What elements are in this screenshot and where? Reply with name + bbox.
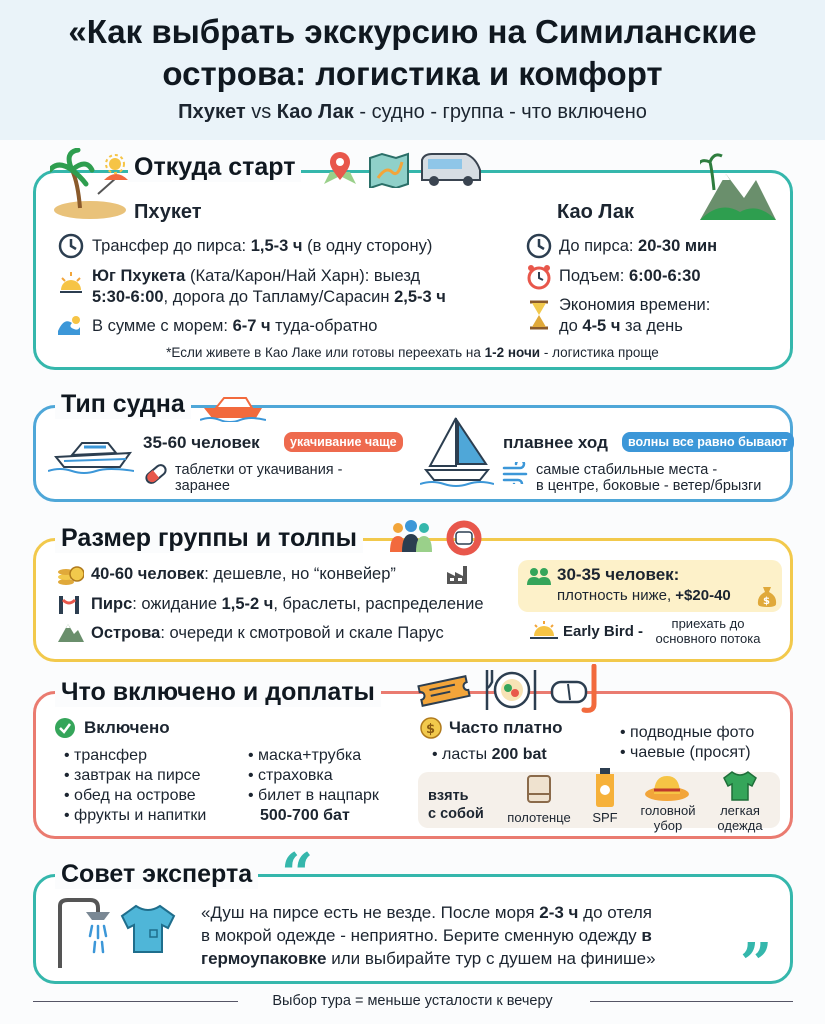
island-rock-icon	[56, 620, 84, 644]
open-quote-icon: “	[281, 841, 314, 907]
group-pier-row: Пирс: ожидание 1,5-2 ч, браслеты, распределение	[91, 595, 484, 613]
stable-seats-note-2: в центре, боковые - ветер/брызги	[536, 478, 762, 494]
list-item: • обед на острове	[64, 787, 196, 804]
footer-text: Выбор тура = меньше усталости к вечеру	[272, 993, 553, 1009]
start-footnote: *Если живете в Као Лаке или готовы переехать на 1-2 ночи - логистика проще	[166, 345, 659, 360]
list-item: • фрукты и напитки	[64, 807, 207, 824]
included-list-2	[248, 746, 379, 826]
group-islands-row: Острова: очереди к смотровой и скале Парус	[91, 624, 444, 642]
group-big-row: 40-60 человек: дешевле, но “конвейер”	[91, 565, 396, 583]
paid-title: Часто платно	[449, 718, 563, 737]
map-pin-icon	[320, 150, 360, 190]
wave-icon	[56, 313, 82, 339]
list-item: • подводные фото	[620, 724, 755, 741]
khaolak-saving-label: Экономия времени:	[559, 296, 711, 314]
alarm-clock-icon	[526, 264, 552, 290]
snorkel-mask-icon	[548, 664, 604, 714]
crowd-icon	[388, 518, 434, 554]
waves-badge: волны все равно бывают	[622, 432, 794, 452]
list-item: • трансфер	[64, 747, 147, 764]
sun-hat-icon	[644, 772, 690, 802]
khaolak-pier-row: До пирса: 20-30 мин	[559, 237, 718, 255]
hourglass-icon	[526, 300, 552, 330]
small-group-detail: плотность ниже, +$20-40	[557, 587, 731, 604]
boat-left-capacity: 35-60 человек	[143, 433, 260, 452]
group-section-title: Размер группы и толпы	[55, 524, 363, 553]
phuket-road-row: 5:30-6:00, дорога до Тапламу/Сарасин 2,5-3 ч	[92, 288, 446, 306]
speedboat-icon	[200, 386, 266, 422]
tip-quote: «Душ на пирсе есть не везде. После моря 2-3 ч до отеля в мокрой одежде - неприятно. Берите сменную одежду в гермоупаковке или выбирайте тур с душем на финише»	[201, 903, 656, 968]
included-title: Включено	[84, 718, 170, 737]
factory-conveyor-icon	[445, 562, 471, 586]
sunrise-icon	[58, 270, 84, 296]
small-group-icon	[526, 565, 552, 587]
check-icon	[54, 717, 76, 739]
tip-section-title: Совет эксперта	[55, 860, 258, 889]
close-quote-icon: ”	[740, 931, 773, 997]
coin-dollar-icon	[420, 717, 442, 739]
phuket-title: Пхукет	[134, 201, 202, 223]
seasick-note-1: таблетки от укачивания -	[175, 462, 343, 478]
towel-icon	[524, 774, 554, 806]
list-item: • чаевые (просят)	[620, 744, 751, 761]
tshirt-icon-2	[120, 904, 176, 954]
sunrise-early-icon	[530, 620, 558, 640]
sun-icon	[104, 153, 126, 175]
svg-text:$: $	[426, 722, 436, 737]
boat-right-title: плавнее ход	[503, 433, 608, 452]
clothes-label: легкая одежда	[717, 803, 763, 833]
sunscreen-icon	[592, 768, 618, 808]
clock-icon-2	[526, 233, 552, 259]
pill-icon	[143, 461, 169, 487]
sailboat-icon	[420, 414, 494, 488]
hat-label: головной убор	[640, 803, 696, 833]
seasick-note-2: заранее	[175, 478, 230, 494]
included-list-1	[64, 746, 206, 826]
queue-barrier-icon	[56, 592, 82, 616]
list-item: • билет в нацпарк	[248, 787, 379, 804]
motor-yacht-icon	[48, 431, 134, 475]
paid-list	[620, 723, 754, 763]
page-title-line-2: острова: логистика и комфорт	[162, 55, 663, 92]
early-bird-note: приехать до основного потока	[655, 616, 761, 646]
phuket-transfer-row: Трансфер до пирса: 1,5-3 ч (в одну сторону)	[92, 237, 433, 255]
mountains-jungle-icon	[700, 150, 776, 222]
seasick-badge: укачивание чаще	[284, 432, 403, 452]
map-icon	[368, 152, 410, 188]
spf-label: SPF	[592, 810, 618, 825]
money-bag-icon	[756, 584, 778, 608]
tshirt-icon	[722, 770, 758, 802]
page-title-line-1: «Как выбрать экскурсию на Симиланские	[68, 13, 757, 50]
boat-section-title: Тип судна	[55, 390, 191, 419]
included-section-title: Что включено и доплаты	[55, 678, 381, 707]
start-section-title: Откуда старт	[128, 153, 301, 182]
list-item: • маска+трубка	[248, 747, 362, 764]
small-group-title: 30-35 человек:	[557, 565, 680, 584]
paid-fins: • ласты 200 bat	[432, 746, 547, 763]
stable-seats-note-1: самые стабильные места -	[536, 462, 718, 478]
ticket-icon	[416, 669, 472, 713]
list-item: • страховка	[248, 767, 333, 784]
list-item: • завтрак на пирсе	[64, 767, 201, 784]
take-along-label: взять с собой	[428, 788, 484, 822]
svg-text:$: $	[763, 596, 770, 607]
shower-icon	[54, 898, 112, 970]
towel-label: полотенце	[507, 810, 571, 825]
khaolak-title: Као Лак	[557, 201, 635, 223]
early-bird-label: Early Bird -	[563, 623, 644, 640]
phuket-south-row: Юг Пхукета (Ката/Карон/Най Харн): выезд	[92, 267, 421, 285]
page-subtitle: Пхукет vs Као Лак - судно - группа - что включено	[178, 101, 647, 123]
minivan-icon	[418, 152, 482, 188]
wristband-icon	[446, 520, 482, 556]
khaolak-wakeup-row: Подъем: 6:00-6:30	[559, 267, 701, 285]
wind-icon	[502, 462, 530, 484]
coins-icon	[56, 562, 84, 586]
khaolak-saving-value: до 4-5 ч за день	[559, 317, 683, 335]
meal-plate-icon	[482, 666, 540, 714]
clock-icon	[58, 233, 84, 259]
phuket-total-row: В сумме с морем: 6-7 ч туда-обратно	[92, 317, 378, 335]
park-price: 500-700 бат	[260, 807, 350, 824]
